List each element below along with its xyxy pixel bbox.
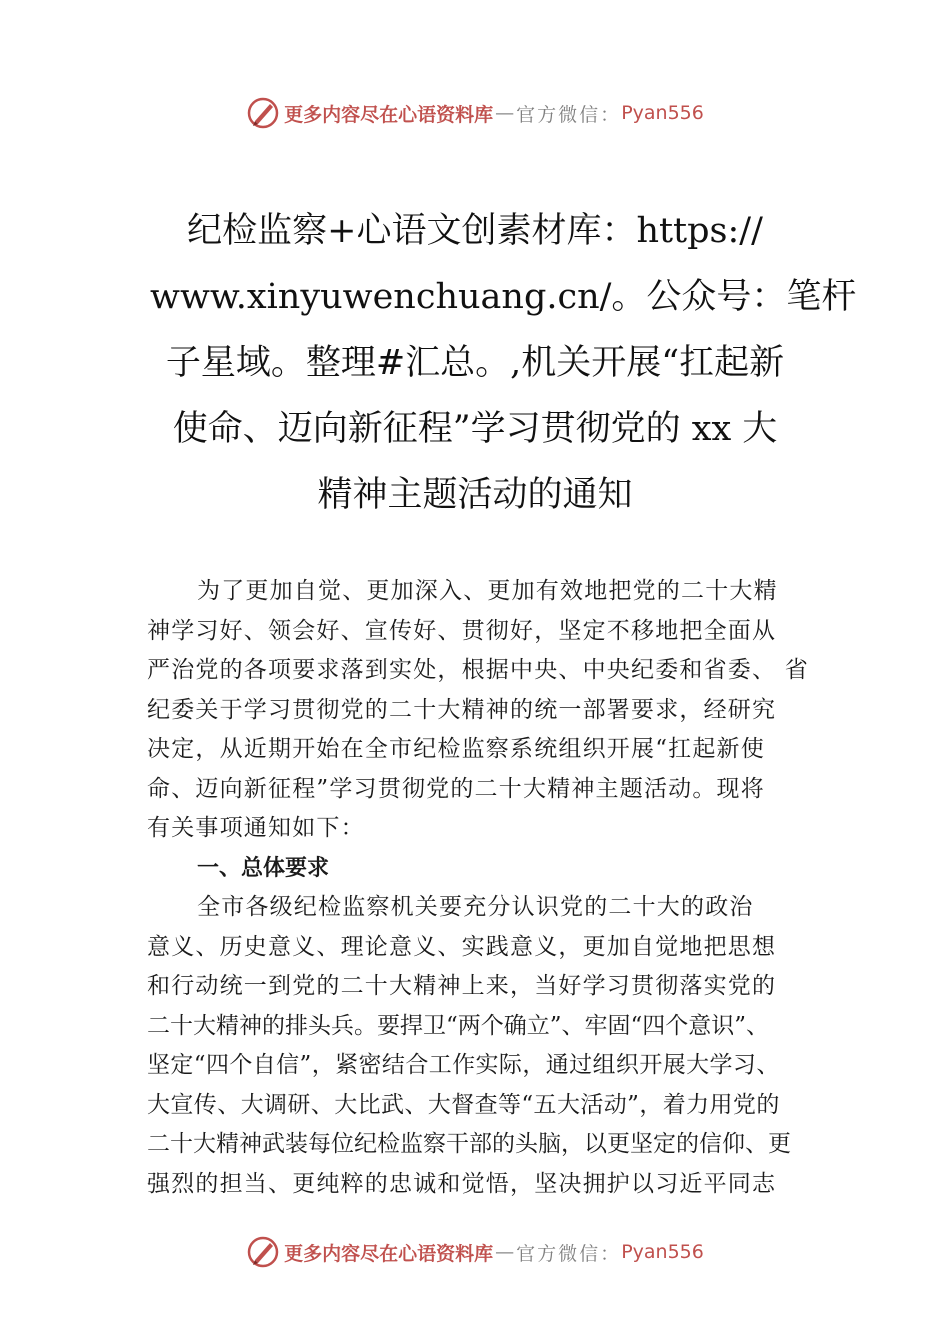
banner-dash: — xyxy=(495,102,515,124)
title-line: 纪检监察+心语文创素材库：https:// xyxy=(187,211,763,251)
paragraph-line: 强烈的担当、更纯粹的忠诚和觉悟，坚决拥护以习近平同志 xyxy=(147,1170,777,1197)
paragraph-line: 命、迈向新征程”学习贯彻党的二十大精神主题活动。现将 xyxy=(147,775,765,802)
pen-logo-icon xyxy=(246,96,280,130)
title-line: 精神主题活动的通知 xyxy=(317,475,633,515)
section-heading: 一、总体要求 xyxy=(197,855,330,881)
banner-wechat-id: Pyan556 xyxy=(621,1241,704,1263)
banner-dash: — xyxy=(495,1241,515,1263)
paragraph-line: 严治党的各项要求落到实处，根据中央、中央纪委和省委、 省 xyxy=(147,657,809,683)
title-line: 子星域。整理#汇总。,机关开展“扛起新 xyxy=(165,343,785,383)
paragraph-line: 二十大精神武装每位纪检监察干部的头脑，以更坚定的信仰、更 xyxy=(147,1131,791,1157)
paragraph-line: 二十大精神的排头兵。要捍卫“两个确立”、牢固“四个意识”、 xyxy=(147,1012,770,1039)
title-line: 使命、迈向新征程”学习贯彻党的 xx 大 xyxy=(172,409,778,449)
banner-brand: 更多内容尽在心语资料库 xyxy=(284,103,494,126)
document-body xyxy=(147,572,817,1204)
paragraph-line: 大宣传、大调研、大比武、大督查等“五大活动”，着力用党的 xyxy=(147,1091,780,1118)
paragraph-line: 决定，从近期开始在全市纪检监察系统组织开展“扛起新使 xyxy=(147,736,765,762)
paragraph-line: 坚定“四个自信”，紧密结合工作实际，通过组织开展大学习、 xyxy=(147,1052,780,1078)
header-banner xyxy=(0,93,950,133)
banner-brand: 更多内容尽在心语资料库 xyxy=(284,1242,494,1265)
paragraph-line: 全市各级纪检监察机关要充分认识党的二十大的政治 xyxy=(197,894,754,920)
banner-wechat-id: Pyan556 xyxy=(621,102,704,124)
banner-wechat-label: 官方微信： xyxy=(516,1242,622,1265)
pen-logo-icon xyxy=(246,1235,280,1269)
title-line: www.xinyuwenchuang.cn/。公众号：笔杆 xyxy=(150,277,857,317)
footer-banner xyxy=(0,1232,950,1272)
banner-wechat-label: 官方微信： xyxy=(516,103,622,126)
paragraph-line: 意义、历史意义、理论意义、实践意义，更加自觉地把思想 xyxy=(147,933,777,960)
paragraph-line: 有关事项通知如下： xyxy=(147,815,365,841)
paragraph-line: 神学习好、领会好、宣传好、贯彻好，坚定不移地把全面从 xyxy=(147,617,777,644)
paragraph-line: 和行动统一到党的二十大精神上来，当好学习贯彻落实党的 xyxy=(147,973,777,999)
paragraph-line: 纪委关于学习贯彻党的二十大精神的统一部署要求，经研究 xyxy=(147,696,777,723)
document-title xyxy=(150,198,857,528)
paragraph-line: 为了更加自觉、更加深入、更加有效地把党的二十大精 xyxy=(197,578,778,604)
